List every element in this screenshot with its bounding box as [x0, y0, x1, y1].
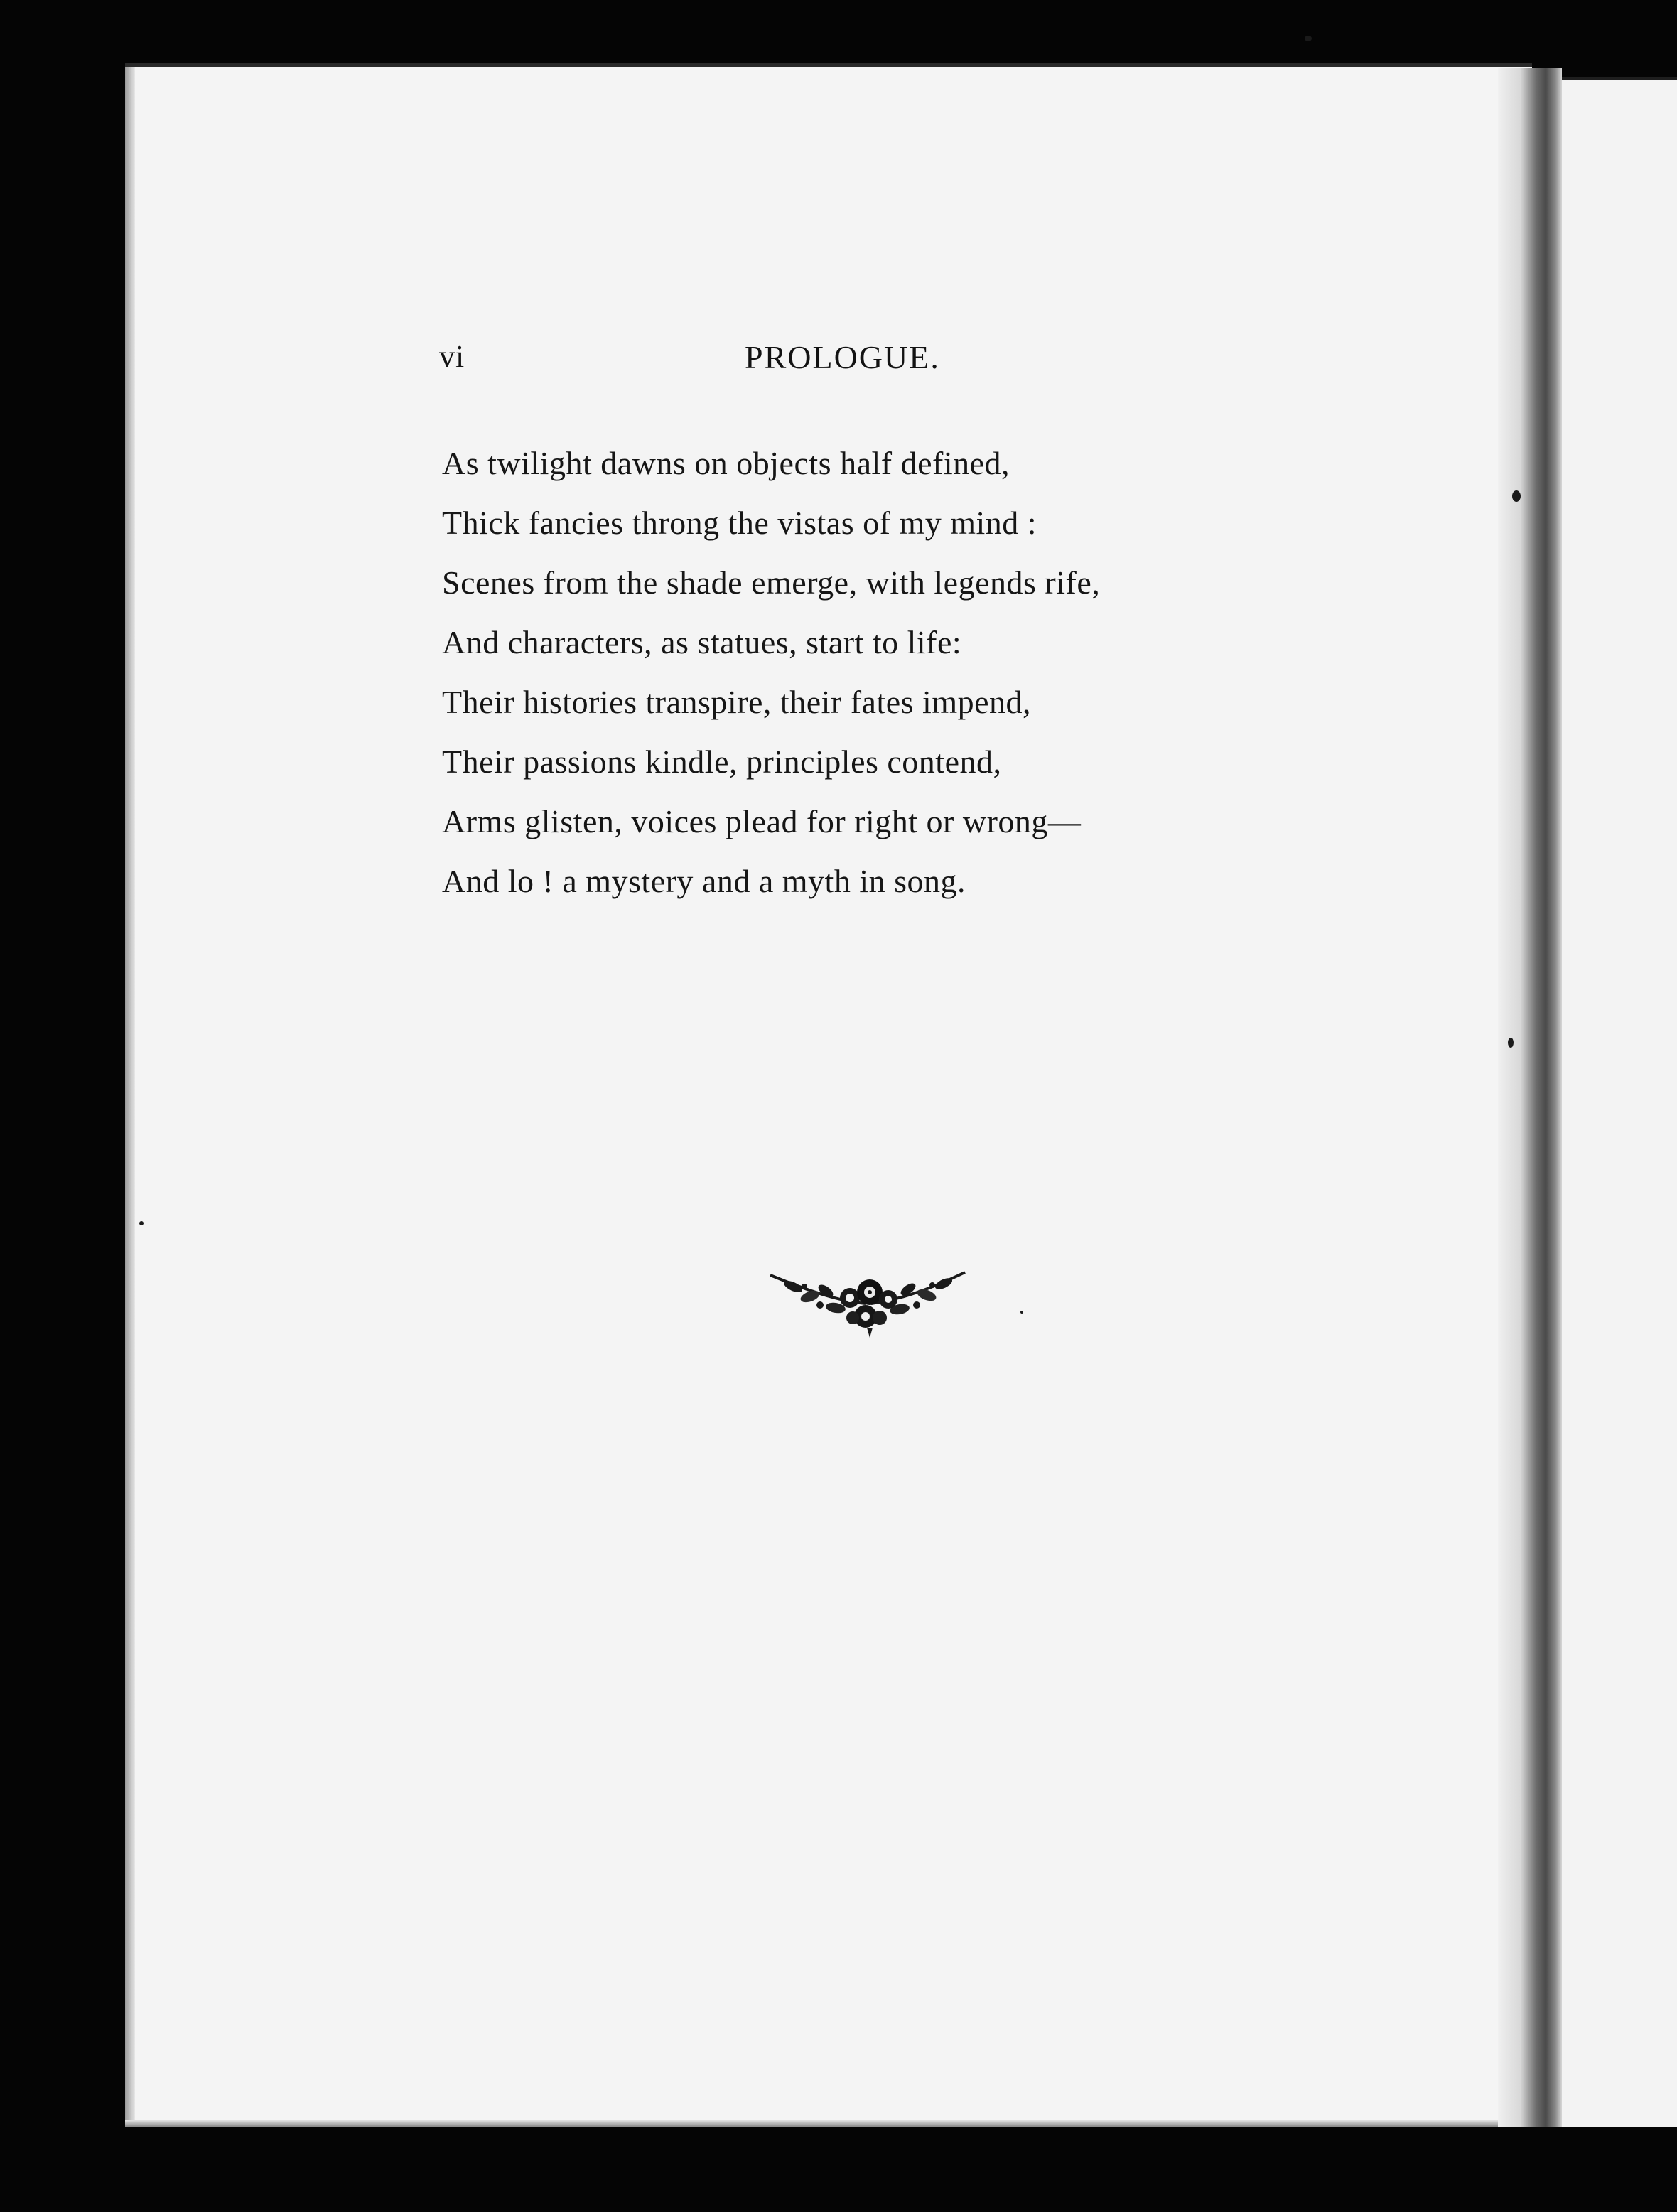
page-left-edge — [125, 67, 135, 2127]
floral-vignette-icon — [766, 1258, 969, 1343]
page-bottom-edge — [125, 2120, 1532, 2127]
running-title: PROLOGUE. — [745, 339, 940, 375]
poem-line: Scenes from the shade emerge, with legends rife, — [442, 564, 1101, 601]
poem-stanza — [442, 434, 1266, 911]
book-gutter — [1498, 68, 1562, 2127]
poem-line: Their histories transpire, their fates impend, — [442, 684, 1032, 720]
facing-page-edge — [1562, 77, 1677, 2127]
poem-line: Arms glisten, voices plead for right or wrong— — [442, 803, 1082, 839]
page-number: vi — [439, 339, 465, 374]
poem-line: As twilight dawns on objects half defined, — [442, 445, 1010, 481]
poem-line: Thick fancies throng the vistas of my mind : — [442, 505, 1037, 541]
poem-line: And lo ! a mystery and a myth in song. — [442, 863, 966, 899]
page-header — [439, 338, 1178, 388]
poem-line: Their passions kindle, principles contend, — [442, 743, 1002, 780]
poem-line: And characters, as statues, start to life: — [442, 624, 962, 660]
